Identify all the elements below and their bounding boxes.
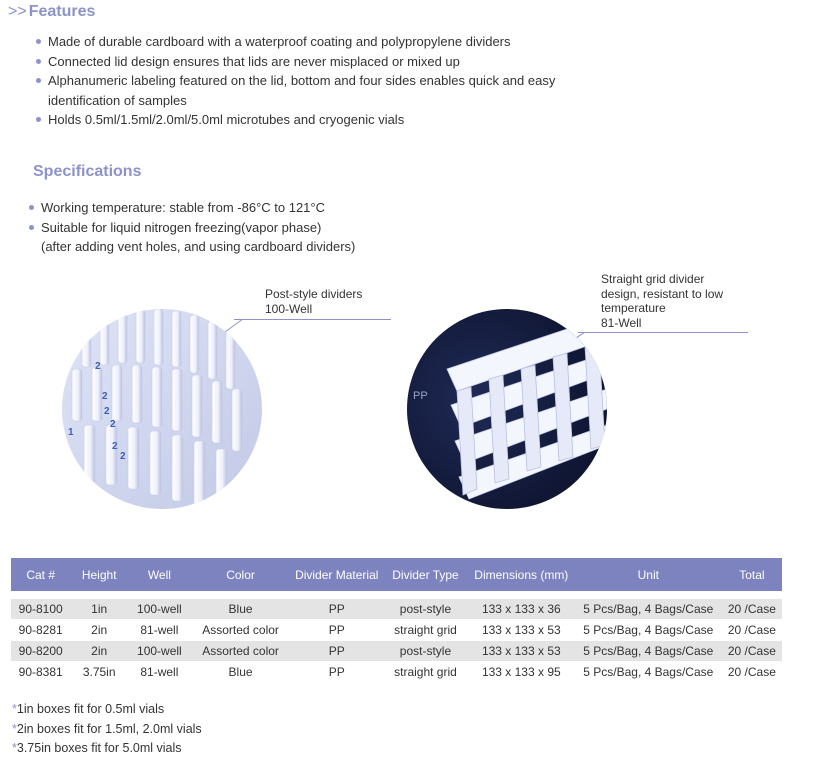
table-cell: PP [290, 662, 383, 683]
column-header: Divider Type [383, 558, 468, 595]
list-item: Connected lid design ensures that lids are never misplaced or mixed up [35, 52, 595, 72]
table-cell: post-style [383, 595, 468, 620]
footnote [12, 739, 202, 759]
straight-grid-dividers-image [407, 309, 607, 509]
callout-line: 81-Well [601, 315, 642, 330]
table-cell: PP [290, 620, 383, 641]
features-title: Features [28, 3, 96, 20]
well-number: 2 [120, 451, 126, 462]
footnote [12, 720, 202, 740]
well-number: 1 [68, 427, 74, 438]
specifications-title: Specifications [33, 163, 142, 180]
callout-line: 100-Well [265, 301, 313, 316]
well-number: 2 [104, 406, 110, 417]
spec-text: Working temperature: stable from -86°C to 121°C [41, 200, 326, 215]
list-item [28, 218, 528, 257]
well-number: 2 [95, 361, 101, 372]
table-row [11, 620, 782, 641]
table-cell: 5 Pcs/Bag, 4 Bags/Case [575, 641, 722, 662]
product-table [11, 558, 782, 683]
footnote [12, 700, 202, 720]
table-cell: 81-well [128, 662, 191, 683]
table-header-row [11, 558, 782, 595]
list-item: Holds 0.5ml/1.5ml/2.0ml/5.0ml microtubes and cryogenic vials [35, 110, 595, 130]
callout-line: design, resistant to low [601, 286, 724, 301]
table-row [11, 641, 782, 662]
table-cell: 100-well [128, 641, 191, 662]
well-number: 2 [110, 419, 116, 430]
asterisk: * [12, 741, 17, 755]
column-header: Divider Material [290, 558, 383, 595]
callout-underline [234, 319, 391, 320]
table-cell: PP [290, 595, 383, 620]
table-cell: straight grid [383, 662, 468, 683]
post-style-dividers-image [62, 309, 262, 509]
asterisk: * [12, 702, 17, 716]
features-list [35, 32, 595, 130]
column-header: Dimensions (mm) [468, 558, 575, 595]
table-cell: 5 Pcs/Bag, 4 Bags/Case [575, 595, 722, 620]
list-item [28, 198, 528, 218]
asterisk: * [12, 721, 17, 736]
table-row [11, 662, 782, 683]
callout-straight-grid [601, 272, 723, 330]
callout-line: temperature [601, 301, 666, 315]
straight-grid-dividers-image [407, 309, 607, 509]
footnote-text: 1in boxes fit for 0.5ml vials [16, 702, 165, 716]
box-label: PP [413, 390, 428, 402]
post-style-dividers-image [62, 309, 262, 509]
list-item: Made of durable cardboard with a waterproof coating and polypropylene dividers [35, 32, 595, 52]
callout-post-style [265, 287, 362, 316]
table-cell: 3.75in [70, 662, 128, 683]
well-number: 2 [102, 391, 108, 402]
table-cell: 90-8200 [11, 641, 70, 662]
table-cell: Assorted color [191, 620, 291, 641]
callout-line: Straight grid divider [601, 272, 705, 286]
table-cell: 90-8381 [11, 662, 70, 683]
spec-subtext: (after adding vent holes, and using cardboard dividers) [41, 239, 356, 254]
table-cell: 5 Pcs/Bag, 4 Bags/Case [575, 662, 722, 683]
table-cell: 90-8281 [11, 620, 70, 641]
table-cell: 133 x 133 x 95 [468, 662, 575, 683]
table-cell: 1in [70, 595, 128, 620]
specifications-list [28, 198, 528, 257]
column-header: Cat # [11, 558, 70, 595]
table-cell: 81-well [128, 620, 191, 641]
table-cell: 20 /Case [722, 595, 782, 620]
table-cell: 90-8100 [11, 595, 70, 620]
table-cell: 133 x 133 x 53 [468, 641, 575, 662]
column-header: Color [191, 558, 291, 595]
table-cell: 20 /Case [722, 620, 782, 641]
footnote-text: 3.75in boxes fit for 5.0ml vials [16, 741, 182, 755]
spec-text: Suitable for liquid nitrogen freezing(vapor phase) [41, 219, 322, 235]
table-cell: 2in [70, 641, 128, 662]
table-cell: 2in [70, 620, 128, 641]
list-item: Alphanumeric labeling featured on the lid, bottom and four sides enables quick and easy identification of samples [35, 71, 595, 110]
table-cell: 20 /Case [722, 641, 782, 662]
features-heading [8, 3, 95, 21]
footnotes [12, 700, 202, 759]
table-cell: PP [290, 641, 383, 662]
table-cell: 133 x 133 x 36 [468, 595, 575, 620]
callout-underline [578, 332, 748, 333]
table-cell: Assorted color [191, 641, 291, 662]
table-cell: post-style [383, 641, 468, 662]
column-header: Well [128, 558, 191, 595]
column-header: Height [70, 558, 128, 595]
table-cell: 133 x 133 x 53 [468, 620, 575, 641]
table-row [11, 595, 782, 620]
column-header: Total [722, 558, 782, 595]
table-cell: 100-well [128, 595, 191, 620]
footnote-text: 2in boxes fit for 1.5ml, 2.0ml vials [16, 721, 202, 736]
table-cell: 20 /Case [722, 662, 782, 683]
table-cell: Blue [191, 662, 291, 683]
well-number: 2 [112, 441, 118, 452]
table-cell: 5 Pcs/Bag, 4 Bags/Case [575, 620, 722, 641]
arrows-glyph: >> [8, 3, 27, 20]
table-cell: straight grid [383, 620, 468, 641]
callout-line: Post-style dividers [265, 287, 363, 301]
table-cell: Blue [191, 595, 291, 620]
column-header: Unit [575, 558, 722, 595]
